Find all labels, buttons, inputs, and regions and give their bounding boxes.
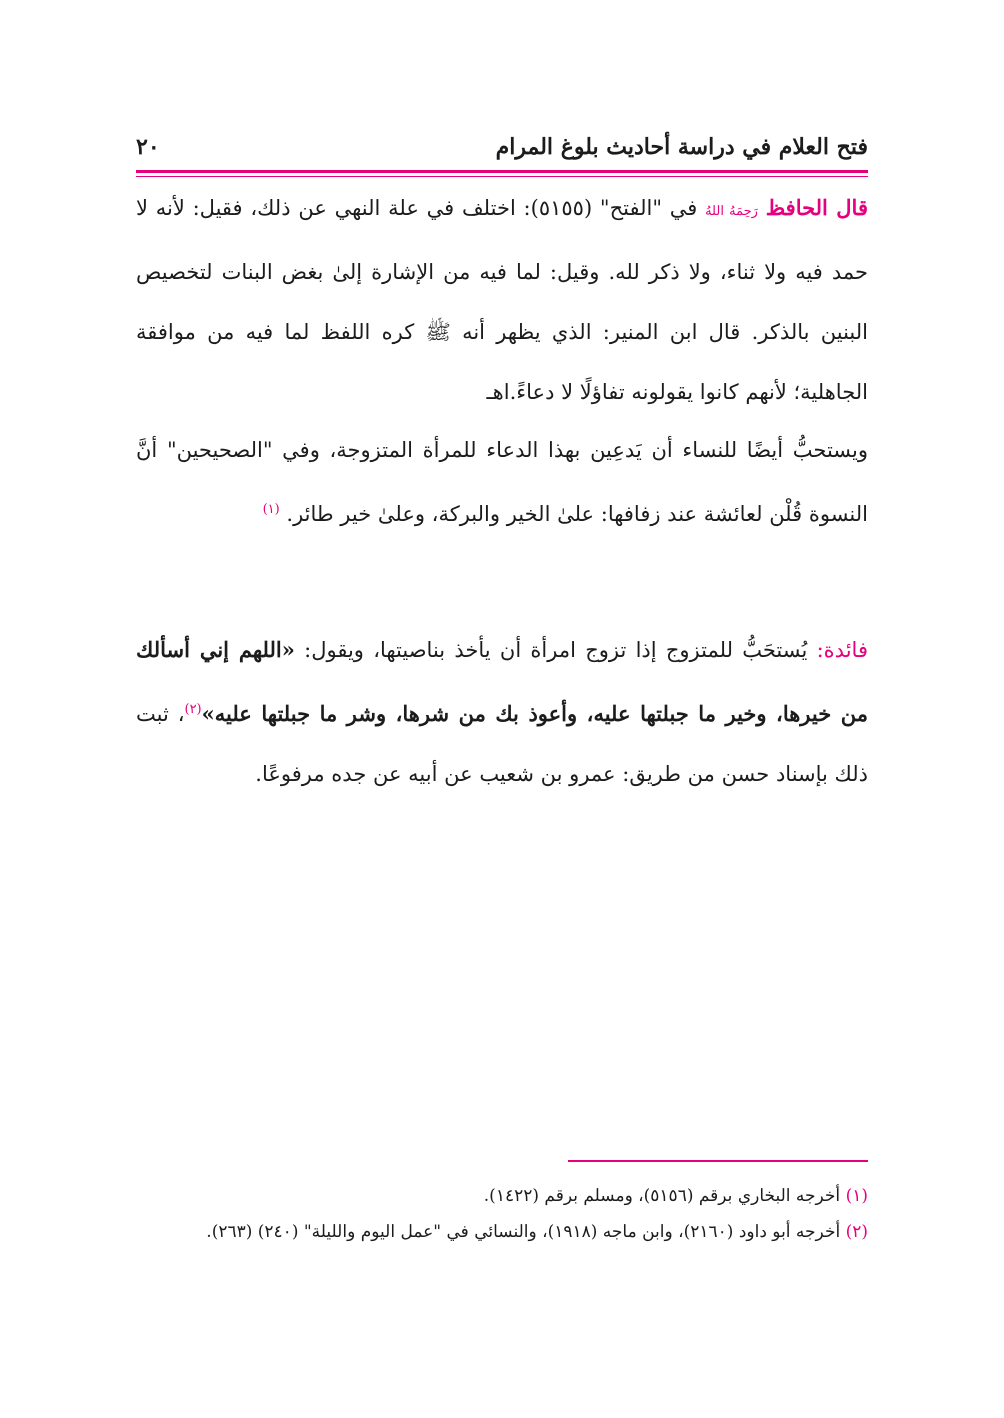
hafiz-label: قال الحافظ: [765, 195, 868, 220]
paragraph-hafiz-quote: [136, 178, 868, 422]
paragraph-text: في "الفتح" (٥١٥٥): اختلف في علة النهي عن ذلك، فقيل: لأنه لا حمد فيه ولا ثناء، ولا ذكر لله. وقيل: لما فيه من الإشارة إلىٰ بغض البنات لتخصيص البنين بالذكر. قال ابن المنير: الذي يظهر أنه ﷺ كره اللفظ لما فيه من موافقة الجاهلية؛ لأنهم كانوا يقولونه تفاؤلًا لا دعاءً.اهـ: [136, 196, 868, 404]
header-rule-thick: [136, 170, 868, 173]
footnote-number: (٢): [845, 1222, 868, 1242]
page-number: ٢٠: [136, 134, 160, 160]
page-header: [136, 130, 868, 164]
footnote-number: (١): [845, 1186, 868, 1206]
footnote-ref-2: (٢): [184, 702, 202, 717]
paragraph-text: ويستحبُّ أيضًا للنساء أن يَدعِين بهذا الدعاء للمرأة المتزوجة، وفي "الصحيحين" أنَّ النسوة قُلْن لعائشة عند زفافها: علىٰ الخير والبركة، وعلىٰ خير طائر.: [136, 438, 869, 526]
header-rule-thin: [136, 176, 868, 177]
footnote-ref-1: (١): [262, 502, 280, 517]
dua-text: «اللهم إني أسألك من خيرها، وخير ما جبلتها عليه، وأعوذ بك من شرها، وشر ما جبلتها عليه»: [136, 637, 868, 726]
benefit-rest: ، ثبت ذلك بإسناد حسن من طريق: عمرو بن شعيب عن أبيه عن جده مرفوعًا.: [136, 702, 868, 786]
footnote-1: [136, 1180, 868, 1212]
footnote-text: أخرجه البخاري برقم (٥١٥٦)، ومسلم برقم (١٤٢٢).: [483, 1186, 841, 1206]
footnotes: [136, 1180, 868, 1252]
running-title: فتح العلام في دراسة أحاديث بلوغ المرام: [495, 134, 868, 160]
paragraph-benefit: [136, 620, 868, 804]
footnote-text: أخرجه أبو داود (٢١٦٠)، وابن ماجه (١٩١٨)، والنسائي في "عمل اليوم والليلة" (٢٤٠) (٢٦٣).: [206, 1222, 841, 1242]
benefit-intro: يُستحَبُّ للمتزوج إذا تزوج امرأة أن يأخذ بناصيتها، ويقول:: [304, 638, 808, 662]
footnote-separator: [568, 1160, 868, 1162]
footnote-2: [136, 1216, 868, 1248]
honorific-mark: رَحِمَهُ اللهُ: [705, 204, 758, 219]
benefit-label: فائدة:: [816, 638, 868, 662]
paragraph-women-dua: [136, 420, 868, 544]
